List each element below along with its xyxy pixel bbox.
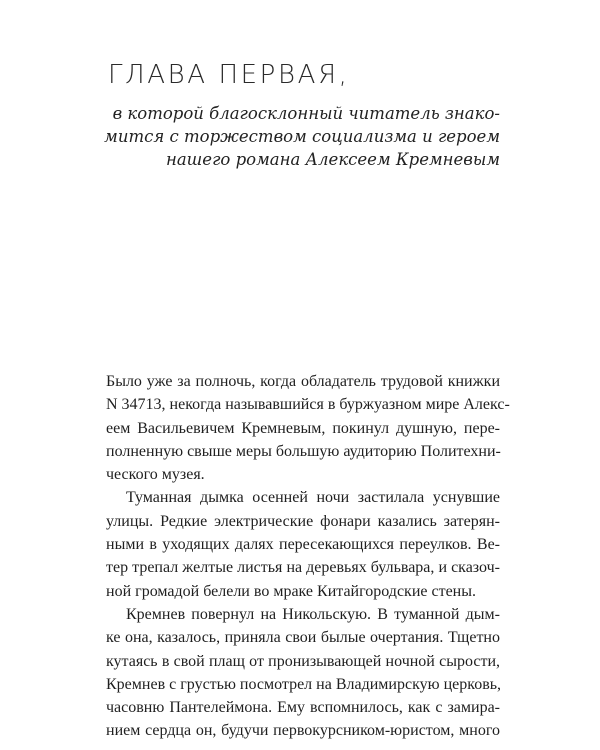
text-line: Туманная дымка осенней ночи застилала уснувшие xyxy=(126,489,500,507)
text-line: Было уже за полночь, когда обладатель трудовой книжки xyxy=(106,373,500,390)
text-line: ке она, казалось, приняла свои былые очертания. Тщетно xyxy=(106,629,500,647)
chapter-heading: ГЛАВА ПЕРВАЯ, xyxy=(108,60,350,90)
text-line: ческого музея. xyxy=(106,466,205,484)
paragraph-3 xyxy=(106,603,500,743)
paragraph-2 xyxy=(106,486,500,602)
subtitle-line: в которой благосклонный читатель знако- xyxy=(112,104,500,123)
body-text xyxy=(106,370,510,743)
text-line: ной громадой белели во мраке Китайгородские стены. xyxy=(106,582,476,600)
text-line: ными в уходящих далях пересекающихся переулков. Ве- xyxy=(106,536,500,554)
text-line: часовню Пантелеймона. Ему вспомнилось, как с замира- xyxy=(106,699,500,717)
text-line: N 34713, некогда называвшийся в буржуазном мире Алекс- xyxy=(106,396,510,414)
text-line: еем Васильевичем Кремневым, покинул душную, пере- xyxy=(106,419,500,437)
subtitle-line: нашего романа Алексеем Кремневым xyxy=(165,150,500,169)
text-line: полненную свыше меры большую аудиторию Политехни- xyxy=(106,442,501,460)
subtitle-line: мится с торжеством социализма и героем xyxy=(104,127,500,146)
text-line: нием сердца он, будучи первокурсником-юристом, много xyxy=(106,722,500,740)
paragraph-1 xyxy=(106,370,510,486)
text-line: Кремнев повернул на Никольскую. В туманной дым- xyxy=(126,605,500,623)
text-line: Кремнев с грустью посмотрел на Владимирскую церковь, xyxy=(106,675,502,693)
text-line: кутаясь в свой плащ от пронизывающей ночной сырости, xyxy=(106,652,500,670)
text-line: тер трепал желтые листья на деревьях бульвара, и сказоч- xyxy=(106,559,500,577)
text-line: улицы. Редкие электрические фонари казались затерян- xyxy=(106,512,500,530)
chapter-subtitle xyxy=(80,102,500,171)
